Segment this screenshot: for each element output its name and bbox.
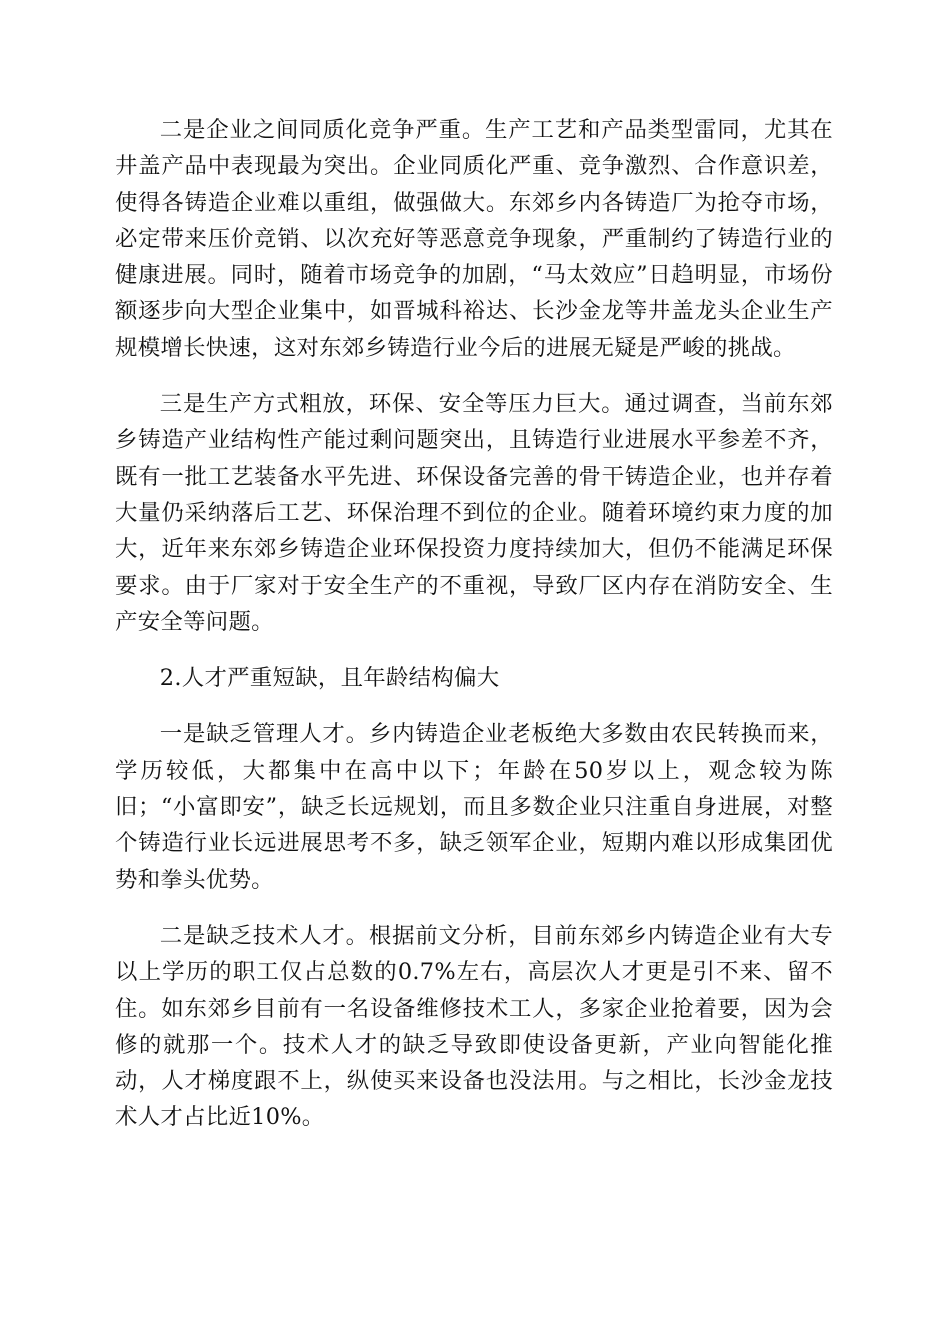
section-heading-talent-shortage: 2.人才严重短缺，且年龄结构偏大 [159,665,500,692]
document-body [115,112,833,1156]
paragraph-management-talent: 一是缺乏管理人才。乡内铸造企业老板绝大多数由农民转换而来，学历较低，大都集中在高中以下；年龄在50岁以上，观念较为陈旧；“小富即安”，缺乏长远规划，而且多数企业只注重自身进展，对整个铸造行业长远进展思考不多，缺乏领军企业，短期内难以形成集团优势和拳头优势。 [115,721,833,893]
paragraph-technical-talent: 二是缺乏技术人才。根据前文分析，目前东郊乡内铸造企业有大专以上学历的职工仅占总数的0.7%左右，高层次人才更是引不来、留不住。如东郊乡目前有一名设备维修技术工人，多家企业抢着要，因为会修的就那一个。技术人才的缺乏导致即使设备更新，产业向智能化推动，人才梯度跟不上，纵使买来设备也没法用。与之相比，长沙金龙技术人才占比近10%。 [115,922,833,1131]
paragraph-extensive-production: 三是生产方式粗放，环保、安全等压力巨大。通过调查，当前东郊乡铸造产业结构性产能过剩问题突出，且铸造行业进展水平参差不齐，既有一批工艺装备水平先进、环保设备完善的骨干铸造企业，也并存着大量仍采纳落后工艺、环保治理不到位的企业。随着环境约束力度的加大，近年来东郊乡铸造企业环保投资力度持续加大，但仍不能满足环保要求。由于厂家对于安全生产的不重视，导致厂区内存在消防安全、生产安全等问题。 [115,391,833,635]
paragraph-homogeneous-competition: 二是企业之间同质化竞争严重。生产工艺和产品类型雷同，尤其在井盖产品中表现最为突出。企业同质化严重、竞争激烈、合作意识差，使得各铸造企业难以重组，做强做大。东郊乡内各铸造厂为抢夺市场，必定带来压价竞销、以次充好等恶意竞争现象，严重制约了铸造行业的健康进展。同时，随着市场竞争的加剧，“马太效应”日趋明显，市场份额逐步向大型企业集中，如晋城科裕达、长沙金龙等井盖龙头企业生产规模增长快速，这对东郊乡铸造行业今后的进展无疑是严峻的挑战。 [115,117,833,361]
